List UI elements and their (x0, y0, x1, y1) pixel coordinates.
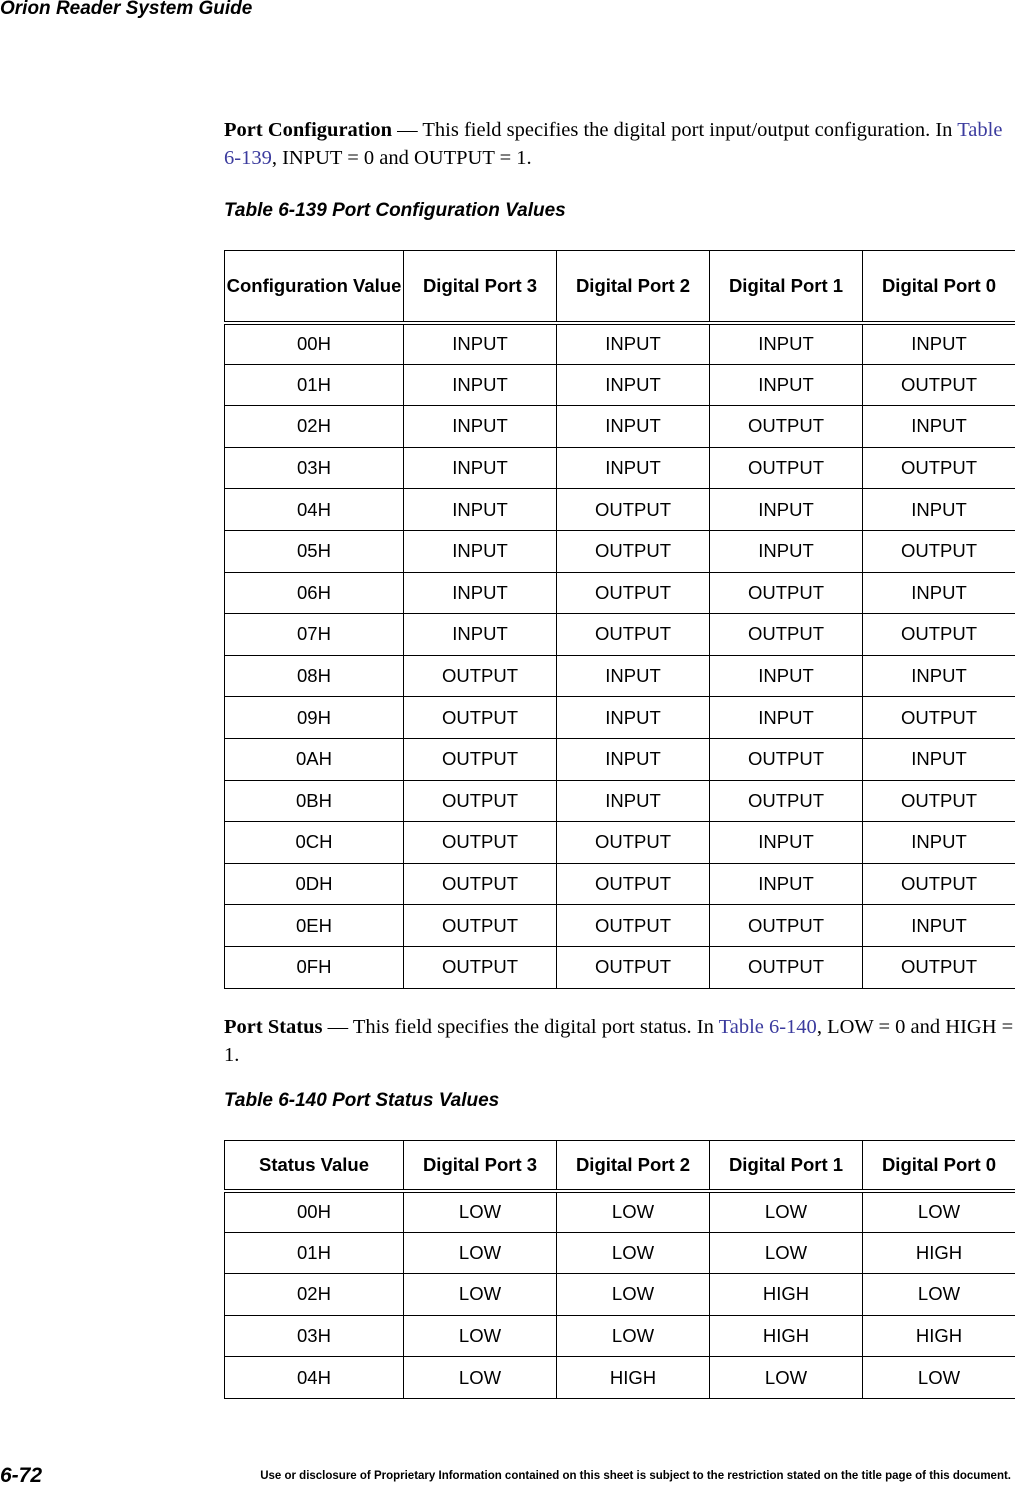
table-cell: 0FH (225, 946, 404, 988)
table-cell: OUTPUT (404, 863, 557, 905)
table-6-140-link[interactable]: Table 6-140 (718, 1016, 817, 1038)
table-cell: OUTPUT (557, 905, 710, 947)
table-row (225, 697, 1015, 739)
port-configuration-table (224, 250, 1015, 989)
table-cell: 0AH (225, 738, 404, 780)
table-cell: OUTPUT (710, 447, 863, 489)
table-cell: LOW (404, 1274, 557, 1316)
table-cell: HIGH (863, 1315, 1015, 1357)
table-cell: OUTPUT (863, 946, 1015, 988)
table-cell: 0CH (225, 822, 404, 864)
table-cell: LOW (557, 1191, 710, 1233)
table-cell: OUTPUT (404, 905, 557, 947)
table-cell: INPUT (863, 406, 1015, 448)
table-cell: OUTPUT (710, 905, 863, 947)
table-cell: OUTPUT (863, 530, 1015, 572)
table-cell: LOW (557, 1274, 710, 1316)
port-status-term: Port Status (224, 1016, 323, 1038)
table-cell: OUTPUT (557, 572, 710, 614)
table-cell: OUTPUT (863, 697, 1015, 739)
table-cell: 09H (225, 697, 404, 739)
table-cell: 00H (225, 1191, 404, 1233)
table-cell: OUTPUT (710, 572, 863, 614)
table-cell: INPUT (404, 614, 557, 656)
table-cell: OUTPUT (863, 614, 1015, 656)
table-cell: OUTPUT (710, 946, 863, 988)
table-cell: 04H (225, 1357, 404, 1399)
table-cell: 00H (225, 323, 404, 365)
table-cell: LOW (863, 1274, 1015, 1316)
table-cell: OUTPUT (710, 780, 863, 822)
table-cell: INPUT (557, 364, 710, 406)
table-cell: LOW (557, 1315, 710, 1357)
column-header: Digital Port 1 (710, 251, 863, 323)
table-cell: LOW (710, 1191, 863, 1233)
table-cell: HIGH (863, 1232, 1015, 1274)
table-cell: INPUT (404, 489, 557, 531)
table-cell: INPUT (710, 697, 863, 739)
table-header-row (225, 251, 1015, 323)
table-cell: 06H (225, 572, 404, 614)
table-cell: LOW (710, 1357, 863, 1399)
table-cell: LOW (404, 1357, 557, 1399)
table-cell: HIGH (557, 1357, 710, 1399)
table-cell: OUTPUT (710, 614, 863, 656)
table-row (225, 822, 1015, 864)
table-cell: LOW (863, 1191, 1015, 1233)
table-cell: INPUT (710, 822, 863, 864)
table-row (225, 905, 1015, 947)
table-cell: OUTPUT (863, 780, 1015, 822)
port-configuration-paragraph (224, 116, 1014, 172)
table-cell: 04H (225, 489, 404, 531)
paragraph-text: This field specifies the digital port input/output configuration. In (422, 119, 958, 141)
table-cell: 03H (225, 447, 404, 489)
column-header: Digital Port 3 (404, 251, 557, 323)
table-cell: OUTPUT (404, 822, 557, 864)
table-row (225, 447, 1015, 489)
table-row (225, 1315, 1015, 1357)
paragraph-text: , INPUT = 0 and OUTPUT = 1. (271, 147, 532, 169)
table-cell: INPUT (557, 655, 710, 697)
table-cell: HIGH (710, 1315, 863, 1357)
column-header: Digital Port 1 (710, 1141, 863, 1191)
table-cell: INPUT (404, 406, 557, 448)
table-cell: 07H (225, 614, 404, 656)
table-cell: 08H (225, 655, 404, 697)
table-cell: 05H (225, 530, 404, 572)
port-status-paragraph (224, 1013, 1014, 1069)
column-header: Digital Port 2 (557, 1141, 710, 1191)
table-cell: INPUT (404, 530, 557, 572)
table-header-row (225, 1141, 1015, 1191)
table-cell: OUTPUT (404, 780, 557, 822)
table-cell: OUTPUT (557, 863, 710, 905)
table-cell: OUTPUT (404, 697, 557, 739)
table-cell: INPUT (710, 323, 863, 365)
table-row (225, 1274, 1015, 1316)
table-cell: INPUT (404, 447, 557, 489)
table-6-140-caption: Table 6-140 Port Status Values (224, 1090, 500, 1111)
table-cell: INPUT (863, 905, 1015, 947)
column-header: Configuration Value (225, 251, 404, 323)
table-row (225, 406, 1015, 448)
table-cell: INPUT (710, 364, 863, 406)
table-cell: 01H (225, 364, 404, 406)
table-row (225, 738, 1015, 780)
table-cell: INPUT (557, 738, 710, 780)
table-cell: INPUT (863, 655, 1015, 697)
table-cell: INPUT (710, 863, 863, 905)
table-row (225, 946, 1015, 988)
column-header: Digital Port 2 (557, 251, 710, 323)
table-cell: 02H (225, 406, 404, 448)
table-row (225, 1191, 1015, 1233)
table-cell: INPUT (557, 323, 710, 365)
table-cell: OUTPUT (557, 489, 710, 531)
table-cell: OUTPUT (557, 614, 710, 656)
table-cell: INPUT (557, 780, 710, 822)
table-6-139-link[interactable]: Table 6-139 (224, 119, 1003, 169)
table-cell: OUTPUT (863, 863, 1015, 905)
port-status-table (224, 1140, 1015, 1399)
table-row (225, 655, 1015, 697)
table-cell: 02H (225, 1274, 404, 1316)
table-cell: INPUT (710, 655, 863, 697)
table-cell: OUTPUT (557, 946, 710, 988)
table-row (225, 1232, 1015, 1274)
column-header: Digital Port 0 (863, 251, 1015, 323)
table-row (225, 530, 1015, 572)
column-header: Status Value (225, 1141, 404, 1191)
table-cell: OUTPUT (863, 447, 1015, 489)
table-row (225, 780, 1015, 822)
table-cell: OUTPUT (557, 822, 710, 864)
em-dash: — (322, 1016, 353, 1038)
table-cell: 01H (225, 1232, 404, 1274)
table-cell: OUTPUT (710, 406, 863, 448)
port-configuration-term: Port Configuration (224, 119, 392, 141)
table-cell: OUTPUT (404, 655, 557, 697)
paragraph-text: This field specifies the digital port status. In (352, 1016, 719, 1038)
table-row (225, 572, 1015, 614)
table-cell: 0BH (225, 780, 404, 822)
table-row (225, 863, 1015, 905)
table-row (225, 364, 1015, 406)
column-header: Digital Port 3 (404, 1141, 557, 1191)
table-cell: LOW (557, 1232, 710, 1274)
table-cell: INPUT (863, 489, 1015, 531)
table-cell: 03H (225, 1315, 404, 1357)
column-header: Digital Port 0 (863, 1141, 1015, 1191)
table-cell: OUTPUT (863, 364, 1015, 406)
table-cell: OUTPUT (404, 946, 557, 988)
table-cell: 0EH (225, 905, 404, 947)
table-cell: LOW (404, 1232, 557, 1274)
table-cell: INPUT (863, 822, 1015, 864)
table-cell: OUTPUT (710, 738, 863, 780)
table-6-139-caption: Table 6-139 Port Configuration Values (224, 200, 566, 221)
running-header-title: Orion Reader System Guide (0, 0, 253, 19)
table-cell: INPUT (557, 697, 710, 739)
proprietary-notice: Use or disclosure of Proprietary Information contained on this sheet is subject to the restriction stated on the title page of this document. (260, 1470, 1011, 1482)
table-cell: 0DH (225, 863, 404, 905)
table-cell: INPUT (863, 323, 1015, 365)
table-cell: INPUT (404, 572, 557, 614)
table-cell: INPUT (710, 530, 863, 572)
table-cell: LOW (863, 1357, 1015, 1399)
table-cell: INPUT (404, 323, 557, 365)
table-cell: OUTPUT (404, 738, 557, 780)
table-cell: INPUT (863, 738, 1015, 780)
table-cell: INPUT (404, 364, 557, 406)
page-number: 6-72 (0, 1464, 43, 1487)
em-dash: — (391, 119, 423, 141)
table-cell: INPUT (710, 489, 863, 531)
table-cell: LOW (404, 1315, 557, 1357)
table-cell: INPUT (557, 447, 710, 489)
table-cell: HIGH (710, 1274, 863, 1316)
table-cell: OUTPUT (557, 530, 710, 572)
table-cell: INPUT (557, 406, 710, 448)
table-row (225, 1357, 1015, 1399)
table-cell: LOW (710, 1232, 863, 1274)
table-row (225, 323, 1015, 365)
table-cell: LOW (404, 1191, 557, 1233)
table-row (225, 614, 1015, 656)
table-cell: INPUT (863, 572, 1015, 614)
paragraph-text: , LOW = 0 and HIGH = 1. (224, 1016, 1014, 1066)
table-row (225, 489, 1015, 531)
